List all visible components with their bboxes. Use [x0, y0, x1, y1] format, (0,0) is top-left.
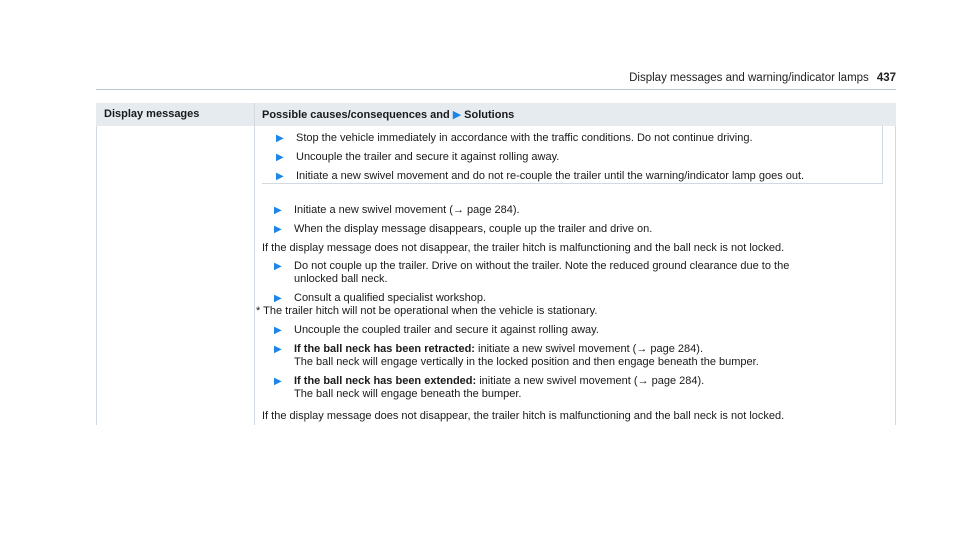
table-border-right [895, 126, 896, 425]
step-arrow-icon: ▶ [276, 152, 284, 163]
table-border-left [96, 126, 97, 425]
step-arrow-icon: ▶ [274, 293, 282, 304]
column-header-causes-solutions [262, 108, 514, 121]
footnote: * The trailer hitch will not be operational when the vehicle is stationary. [256, 305, 598, 317]
page-number: 437 [876, 72, 896, 84]
step-arrow-icon: ▶ [276, 171, 284, 182]
column-header-prefix: Possible causes/consequences and [262, 109, 450, 121]
list-item-continuation: The ball neck will engage vertically in the locked position and then engage beneath the bumper. [294, 356, 759, 368]
paragraph: If the display message does not disappear, the trailer hitch is malfunctioning and the ball neck is not locked. [262, 410, 785, 422]
header-title: Display messages and warning/indicator lamps [629, 72, 869, 84]
condition-label: If the ball neck has been retracted: [294, 343, 475, 355]
paragraph: If the display message does not disappear, the trailer hitch is malfunctioning and the ball neck is not locked. [262, 242, 785, 254]
column-divider [254, 103, 255, 425]
step-arrow-icon: ▶ [274, 205, 282, 216]
list-item-continuation: The ball neck will engage beneath the bumper. [294, 388, 522, 400]
step-arrow-icon: ▶ [274, 376, 282, 387]
page-header [96, 72, 896, 86]
step-arrow-icon: ▶ [274, 224, 282, 235]
column-header-display-messages: Display messages [104, 108, 200, 120]
condition-label: If the ball neck has been extended: [294, 375, 477, 387]
step-arrow-icon: ▶ [274, 325, 282, 336]
table-header [96, 103, 896, 126]
list-item-continuation: unlocked ball neck. [294, 273, 388, 285]
step-arrow-icon: ▶ [274, 261, 282, 272]
step-arrow-icon: ▶ [276, 133, 284, 144]
step-arrow-icon: ▶ [274, 344, 282, 355]
play-arrow-icon: ▶ [452, 109, 462, 121]
column-header-suffix: Solutions [464, 109, 515, 121]
header-rule [96, 89, 896, 90]
